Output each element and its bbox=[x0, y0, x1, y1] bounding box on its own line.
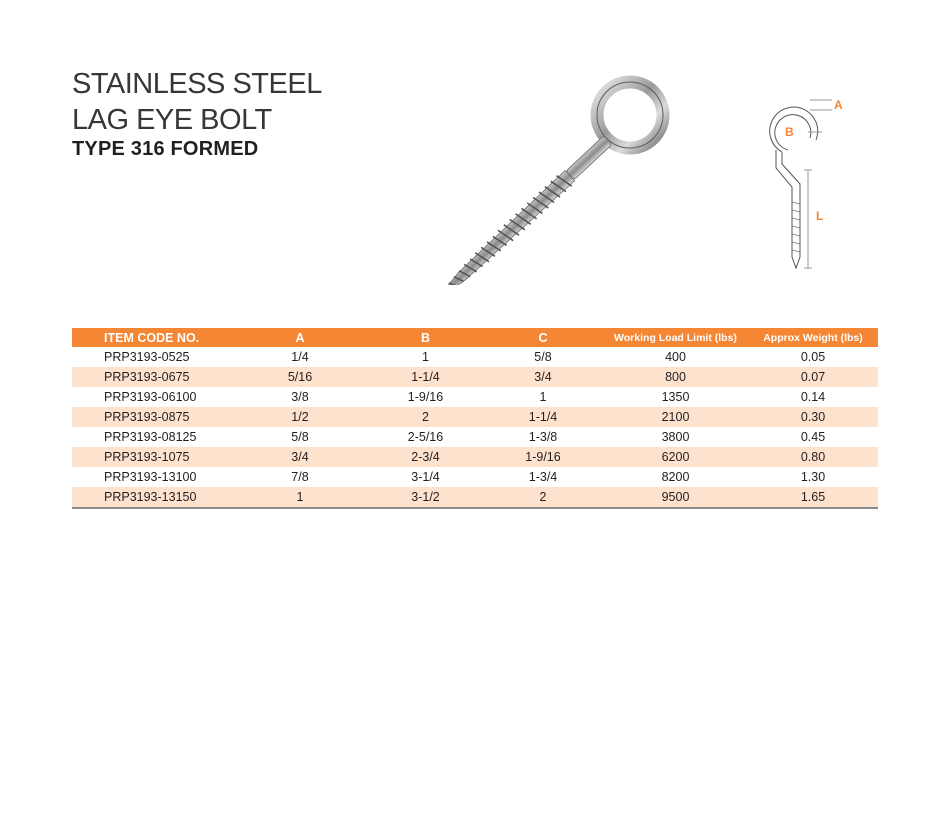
cell-working-load: 3800 bbox=[661, 430, 690, 444]
diagram-label-l: L bbox=[816, 209, 824, 223]
cell-item-code: PRP3193-13150 bbox=[72, 487, 232, 508]
cell-item-code: PRP3193-0675 bbox=[72, 367, 232, 387]
cell-c: 1-3/8 bbox=[528, 430, 558, 444]
cell-weight: 0.14 bbox=[800, 390, 826, 404]
cell-a: 3/8 bbox=[291, 390, 309, 404]
cell-weight: 0.45 bbox=[800, 430, 826, 444]
cell-working-load: 9500 bbox=[603, 487, 748, 508]
cell-c: 3/4 bbox=[483, 367, 603, 387]
table-row bbox=[72, 467, 878, 487]
cell-a: 1 bbox=[232, 487, 368, 508]
table-row bbox=[72, 367, 878, 387]
table-row bbox=[72, 407, 878, 427]
cell-a: 5/16 bbox=[232, 367, 368, 387]
table-row bbox=[72, 387, 878, 407]
col-header-weight: Approx Weight (lbs) bbox=[748, 328, 878, 347]
cell-b: 1 bbox=[422, 350, 429, 364]
cell-c: 5/8 bbox=[534, 350, 552, 364]
cell-weight: 1.65 bbox=[748, 487, 878, 508]
col-header-b: B bbox=[368, 328, 483, 347]
cell-b: 2-5/16 bbox=[407, 430, 444, 444]
cell-item-code: PRP3193-08125 bbox=[104, 430, 197, 444]
cell-c: 2 bbox=[483, 487, 603, 508]
col-header-item-code: ITEM CODE NO. bbox=[72, 328, 232, 347]
eye-bolt-photo bbox=[372, 70, 672, 285]
col-header-working-load: Working Load Limit (lbs) bbox=[603, 328, 748, 347]
cell-item-code: PRP3193-06100 bbox=[104, 390, 197, 404]
cell-working-load: 8200 bbox=[661, 470, 690, 484]
cell-working-load: 6200 bbox=[603, 447, 748, 467]
cell-a: 3/4 bbox=[232, 447, 368, 467]
cell-a: 7/8 bbox=[291, 470, 309, 484]
cell-weight: 0.30 bbox=[748, 407, 878, 427]
table-header-row bbox=[72, 328, 878, 347]
cell-weight: 1.30 bbox=[800, 470, 826, 484]
cell-a: 5/8 bbox=[291, 430, 309, 444]
cell-item-code: PRP3193-13100 bbox=[104, 470, 197, 484]
cell-working-load: 800 bbox=[603, 367, 748, 387]
cell-b: 2-3/4 bbox=[368, 447, 483, 467]
product-title-line-2: LAG EYE BOLT bbox=[72, 104, 272, 136]
cell-item-code: PRP3193-1075 bbox=[72, 447, 232, 467]
cell-working-load: 1350 bbox=[661, 390, 690, 404]
cell-b: 3-1/4 bbox=[411, 470, 440, 484]
cell-a: 1/4 bbox=[291, 350, 309, 364]
cell-a: 1/2 bbox=[232, 407, 368, 427]
cell-working-load: 400 bbox=[665, 350, 686, 364]
cell-weight: 0.07 bbox=[748, 367, 878, 387]
cell-weight: 0.05 bbox=[800, 350, 826, 364]
cell-working-load: 2100 bbox=[603, 407, 748, 427]
cell-c: 1 bbox=[539, 390, 547, 404]
cell-b: 3-1/2 bbox=[368, 487, 483, 508]
cell-b: 1-1/4 bbox=[368, 367, 483, 387]
diagram-label-b: B bbox=[785, 125, 794, 139]
table-row bbox=[72, 427, 878, 447]
table-row bbox=[72, 487, 878, 508]
col-header-c: C bbox=[483, 328, 603, 347]
cell-c: 1-9/16 bbox=[483, 447, 603, 467]
diagram-label-a: A bbox=[834, 98, 843, 112]
col-header-a: A bbox=[232, 328, 368, 347]
cell-weight: 0.80 bbox=[748, 447, 878, 467]
cell-item-code: PRP3193-0875 bbox=[72, 407, 232, 427]
spec-table bbox=[72, 328, 878, 509]
dimension-diagram bbox=[760, 92, 850, 272]
product-subtitle: TYPE 316 FORMED bbox=[72, 138, 259, 160]
product-title-line-1: STAINLESS STEEL bbox=[72, 68, 322, 100]
table-row bbox=[72, 347, 878, 367]
cell-c: 1-3/4 bbox=[528, 470, 558, 484]
cell-b: 1-9/16 bbox=[407, 390, 444, 404]
cell-c: 1-1/4 bbox=[483, 407, 603, 427]
cell-item-code: PRP3193-0525 bbox=[104, 350, 190, 364]
cell-b: 2 bbox=[368, 407, 483, 427]
table-row bbox=[72, 447, 878, 467]
